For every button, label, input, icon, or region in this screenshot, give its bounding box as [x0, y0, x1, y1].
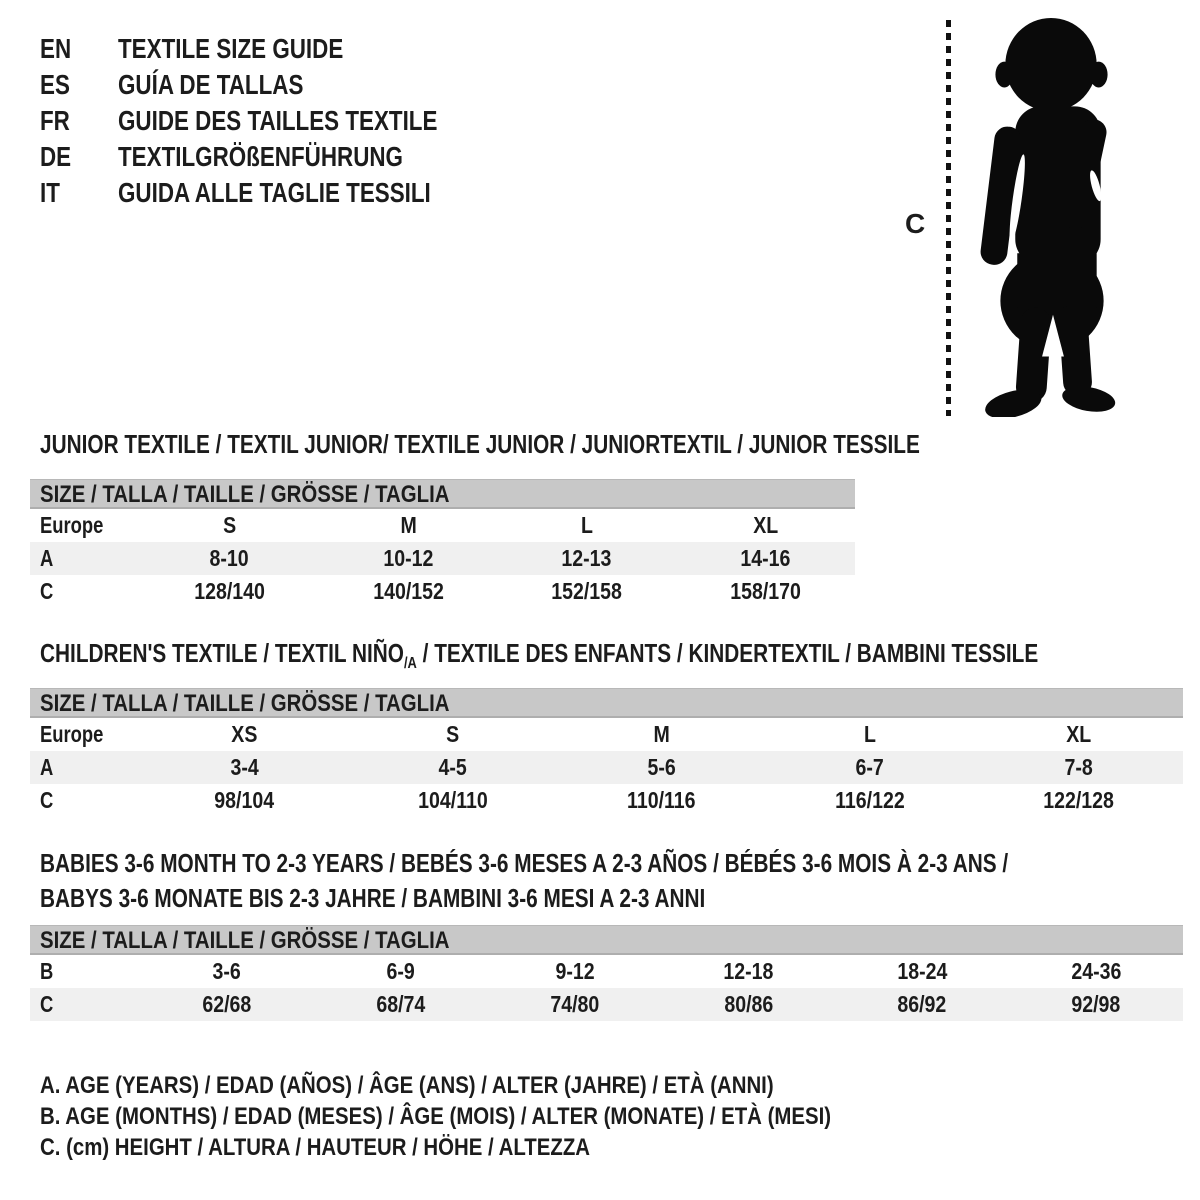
- row-label: B: [40, 958, 54, 984]
- size-value-cell: 18-24: [897, 958, 948, 984]
- size-value-cell: 24-36: [1071, 958, 1122, 984]
- section-babies-textile: [30, 846, 1183, 1021]
- row-label: C: [40, 991, 54, 1017]
- language-row-de: [40, 139, 517, 175]
- size-value-cell: 14-16: [740, 545, 791, 571]
- size-value-cell: XL: [753, 512, 779, 538]
- table-row-europe: [30, 509, 855, 542]
- babies-section-title: BABIES 3-6 MONTH TO 2-3 YEARS / BEBÉS 3-6 MESES A 2-3 AÑOS / BÉBÉS 3-6 MOIS À 2-3 ANS / BABYS 3-6 MONATE BIS 2-3 JAHRE / BAMBINI 3-6 MESI A 2-3 ANNI: [40, 848, 1009, 913]
- language-code: IT: [40, 177, 60, 208]
- size-value-cell: 3-6: [212, 958, 242, 984]
- row-label: A: [40, 754, 54, 780]
- measurement-legend: [40, 1070, 971, 1163]
- size-value-cell: 4-5: [438, 754, 468, 780]
- babies-size-header-bar: SIZE / TALLA / TAILLE / GRÖSSE / TAGLIA: [30, 925, 1183, 955]
- language-guide-title: TEXTILE SIZE GUIDE: [118, 33, 344, 64]
- size-value-cell: 8-10: [209, 545, 249, 571]
- language-code: FR: [40, 105, 70, 136]
- size-value-cell: 80/86: [723, 991, 773, 1017]
- legend-line-c: C. (cm) HEIGHT / ALTURA / HAUTEUR / HÖHE / ALTEZZA: [40, 1134, 591, 1161]
- size-value-cell: 6-9: [386, 958, 415, 984]
- row-label: C: [40, 787, 54, 813]
- size-value-cell: 128/140: [194, 578, 265, 604]
- size-value-cell: L: [864, 721, 877, 747]
- size-value-cell: 158/170: [730, 578, 801, 604]
- legend-line-a: A. AGE (YEARS) / EDAD (AÑOS) / ÂGE (ANS) / ALTER (JAHRE) / ETÀ (ANNI): [40, 1072, 774, 1099]
- language-code: DE: [40, 141, 72, 172]
- table-row-a: [30, 751, 1183, 784]
- size-value-cell: XS: [231, 721, 258, 747]
- children-section-title: CHILDREN'S TEXTILE / TEXTIL $NIÑO_{/A}$ / TEXTILE DES ENFANTS / KINDERTEXTIL / BAMBINI TESSILE: [40, 638, 1039, 673]
- size-value-cell: S: [446, 721, 460, 747]
- row-label: Europe: [40, 512, 104, 538]
- language-row-it: [40, 175, 517, 211]
- size-value-cell: 7-8: [1064, 754, 1093, 780]
- size-value-cell: 98/104: [214, 787, 275, 813]
- language-row-en: [40, 31, 517, 67]
- size-value-cell: L: [580, 512, 593, 538]
- size-value-cell: 10-12: [383, 545, 434, 571]
- size-value-cell: 12-18: [723, 958, 774, 984]
- language-title-list: [40, 31, 517, 211]
- size-value-cell: M: [399, 512, 417, 538]
- row-label: A: [40, 545, 54, 571]
- language-row-fr: [40, 103, 517, 139]
- language-guide-title: GUIDA ALLE TAGLIE TESSILI: [118, 177, 431, 208]
- size-value-cell: 6-7: [855, 754, 885, 780]
- junior-size-table: [30, 479, 855, 608]
- size-value-cell: S: [222, 512, 236, 538]
- size-value-cell: 74/80: [550, 991, 600, 1017]
- row-label: C: [40, 578, 54, 604]
- language-guide-title: GUÍA DE TALLAS: [118, 69, 304, 100]
- height-measure-dashed-line: [946, 20, 951, 416]
- size-value-cell: 68/74: [376, 991, 426, 1017]
- size-value-cell: 122/128: [1043, 787, 1114, 813]
- children-table-rows: [30, 718, 1183, 817]
- language-code: EN: [40, 33, 72, 64]
- junior-size-header-bar: SIZE / TALLA / TAILLE / GRÖSSE / TAGLIA: [30, 479, 855, 509]
- section-junior-textile: [30, 429, 920, 608]
- junior-table-rows: [30, 509, 855, 608]
- table-row-b: [30, 955, 1183, 988]
- size-value-cell: XL: [1066, 721, 1092, 747]
- size-value-cell: 3-4: [230, 754, 259, 780]
- language-guide-title: GUIDE DES TAILLES TEXTILE: [118, 105, 438, 136]
- table-row-c: [30, 988, 1183, 1021]
- size-value-cell: 110/116: [627, 787, 696, 813]
- size-value-cell: 9-12: [555, 958, 595, 984]
- table-row-a: [30, 542, 855, 575]
- table-row-c: [30, 575, 855, 608]
- language-guide-title: TEXTILGRÖßENFÜHRUNG: [118, 141, 403, 172]
- baby-silhouette-icon: [963, 15, 1141, 417]
- size-value-cell: 140/152: [372, 578, 444, 604]
- table-row-europe: [30, 718, 1183, 751]
- section-children-textile: [30, 639, 1183, 817]
- size-value-cell: 12-13: [561, 545, 612, 571]
- size-value-cell: 116/122: [835, 787, 905, 813]
- babies-size-table: [30, 925, 1183, 1021]
- size-value-cell: 104/110: [418, 787, 488, 813]
- junior-section-title: JUNIOR TEXTILE / TEXTIL JUNIOR/ TEXTILE JUNIOR / JUNIORTEXTIL / JUNIOR TESSILE: [40, 429, 920, 459]
- language-code: ES: [40, 69, 70, 100]
- size-value-cell: 86/92: [897, 991, 947, 1017]
- size-value-cell: 152/158: [551, 578, 623, 604]
- size-value-cell: 62/68: [202, 991, 252, 1017]
- language-row-es: [40, 67, 517, 103]
- size-value-cell: 5-6: [647, 754, 676, 780]
- table-row-c: [30, 784, 1183, 817]
- row-label: Europe: [40, 721, 104, 747]
- size-value-cell: 92/98: [1071, 991, 1121, 1017]
- children-size-table: [30, 688, 1183, 817]
- size-value-cell: M: [653, 721, 670, 747]
- height-measure-label: C: [905, 208, 926, 239]
- legend-line-b: B. AGE (MONTHS) / EDAD (MESES) / ÂGE (MOIS) / ALTER (MONATE) / ETÀ (MESI): [40, 1103, 832, 1130]
- babies-table-rows: [30, 955, 1183, 1021]
- children-size-header-bar: SIZE / TALLA / TAILLE / GRÖSSE / TAGLIA: [30, 688, 1183, 718]
